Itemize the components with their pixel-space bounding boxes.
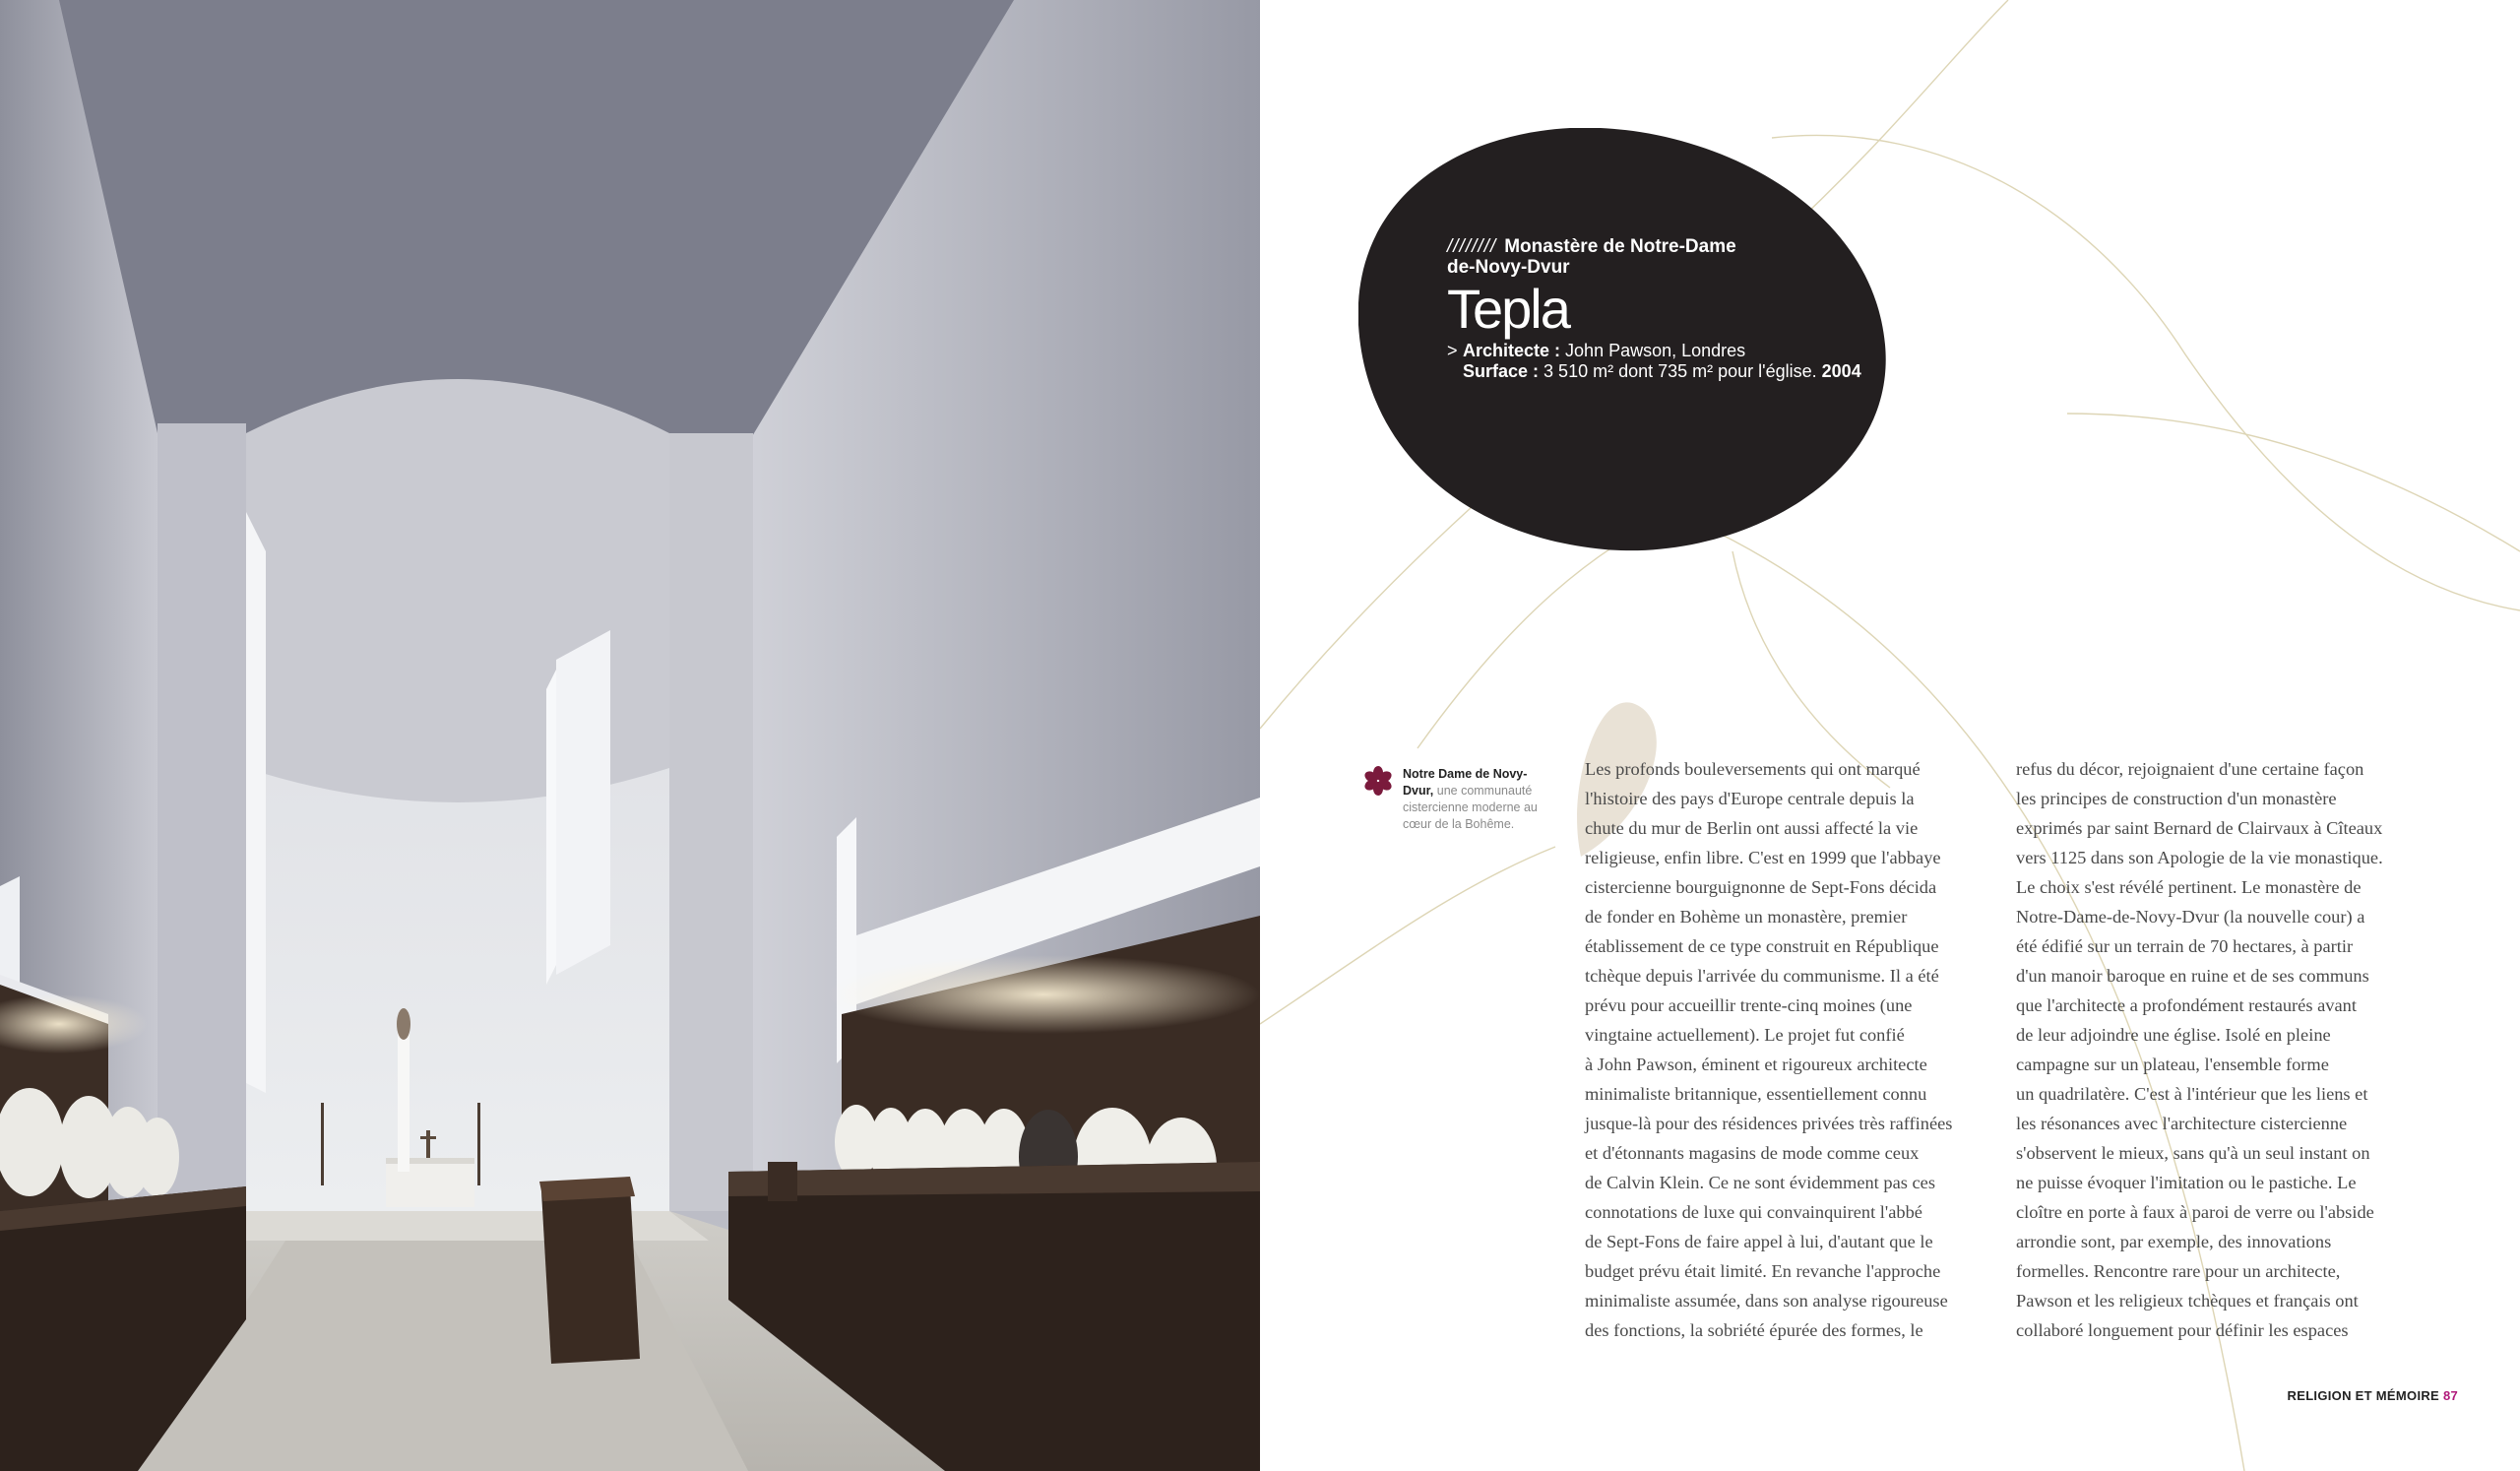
col1-line: prévu pour accueillir trente-cinq moines (une — [1585, 995, 1913, 1015]
article-column-1 — [1585, 754, 1998, 1345]
col2-line: été édifié sur un terrain de 70 hectares, à partir — [2016, 936, 2354, 956]
article-column-2 — [2016, 754, 2429, 1345]
col2-line: arrondie sont, par exemple, des innovations — [2016, 1232, 2332, 1251]
col2-line: Le choix s'est révélé pertinent. Le monastère de — [2016, 877, 2362, 897]
page-number: 87 — [2442, 1388, 2458, 1403]
page-folio — [2288, 1388, 2458, 1403]
col1-line: établissement de ce type construit en République — [1585, 936, 1939, 956]
col1-line: de Calvin Klein. Ce ne sont évidemment pas ces — [1585, 1173, 1935, 1192]
article-kicker — [1447, 236, 1910, 278]
folio-section: RELIGION ET MÉMOIRE — [2287, 1388, 2440, 1403]
col2-line: collaboré longuement pour définir les espaces — [2016, 1320, 2349, 1340]
col1-line: et d'étonnants magasins de mode comme ceux — [1585, 1143, 1920, 1163]
col1-line: Les profonds bouleversements qui ont marqué — [1585, 759, 1921, 779]
col1-line: minimaliste britannique, essentiellement connu — [1585, 1084, 1927, 1104]
col2-line: les principes de construction d'un monastère — [2016, 789, 2337, 808]
article-title: Tepla — [1447, 278, 1569, 340]
caption-text: une communauté cistercienne moderne au cœur de la Bohême. — [1403, 784, 1538, 831]
caption-bold: Notre Dame de Novy-Dvur, — [1403, 767, 1528, 798]
col1-line: tchèque depuis l'arrivée du communisme. Il a été — [1585, 966, 1939, 986]
kicker-slashes: //////// — [1447, 236, 1497, 257]
article-page — [1260, 0, 2520, 1471]
col2-line: Pawson et les religieux tchèques et français ont — [2016, 1291, 2359, 1311]
col2-line: d'un manoir baroque en ruine et de ses communs — [2016, 966, 2369, 986]
col2-line: exprimés par saint Bernard de Clairvaux à Cîteaux — [2016, 818, 2383, 838]
kicker-line-2: de-Novy-Dvur — [1447, 257, 1570, 278]
surface-label: Surface : — [1463, 361, 1540, 381]
col2-line: formelles. Rencontre rare pour un architecte, — [2016, 1261, 2341, 1281]
photo-caption — [1365, 766, 1541, 833]
col1-line: à John Pawson, éminent et rigoureux architecte — [1585, 1055, 1927, 1074]
col2-line: un quadrilatère. C'est à l'intérieur que les liens et — [2016, 1084, 2368, 1104]
col2-line: Notre-Dame-de-Novy-Dvur (la nouvelle cour) a — [2016, 907, 2365, 927]
asterisk-icon — [1363, 766, 1393, 796]
col2-line: que l'architecte a profondément restaurés avant — [2016, 995, 2357, 1015]
article-heading — [1447, 236, 1910, 382]
surface-value: 3 510 m² dont 735 m² pour l'église. — [1544, 361, 1817, 381]
col1-line: connotations de luxe qui convainquirent l'abbé — [1585, 1202, 1922, 1222]
architect-label: Architecte : — [1463, 341, 1561, 360]
col2-line: s'observent le mieux, sans qu'à un seul instant on — [2016, 1143, 2370, 1163]
col2-line: les résonances avec l'architecture cistercienne — [2016, 1114, 2348, 1133]
col1-line: de fonder en Bohème un monastère, premier — [1585, 907, 1908, 927]
col1-line: jusque-là pour des résidences privées très raffinées — [1585, 1114, 1953, 1133]
col1-line: budget prévu était limité. En revanche l'approche — [1585, 1261, 1941, 1281]
meta-marker: > — [1447, 341, 1458, 360]
col2-line: ne puisse évoquer l'imitation ou le pastiche. Le — [2016, 1173, 2357, 1192]
col2-line: vers 1125 dans son Apologie de la vie monastique. — [2016, 848, 2383, 867]
article-meta — [1447, 341, 1910, 382]
architect-value: John Pawson, Londres — [1565, 341, 1746, 360]
col2-line: campagne sur un plateau, l'ensemble forme — [2016, 1055, 2329, 1074]
col1-line: de Sept-Fons de faire appel à lui, d'autant que le — [1585, 1232, 1933, 1251]
col1-line: des fonctions, la sobriété épurée des formes, le — [1585, 1320, 1923, 1340]
col1-line: l'histoire des pays d'Europe centrale depuis la — [1585, 789, 1915, 808]
col1-line: chute du mur de Berlin ont aussi affecté la vie — [1585, 818, 1919, 838]
col1-line: vingtaine actuellement). Le projet fut confié — [1585, 1025, 1905, 1045]
col1-line: cistercienne bourguignonne de Sept-Fons décida — [1585, 877, 1937, 897]
col1-line: minimaliste assumée, dans son analyse rigoureuse — [1585, 1291, 1948, 1311]
kicker-line-1: Monastère de Notre-Dame — [1504, 236, 1736, 257]
col2-line: cloître en porte à faux à paroi de verre ou l'abside — [2016, 1202, 2374, 1222]
col2-line: de leur adjoindre une église. Isolé en pleine — [2016, 1025, 2331, 1045]
col2-line: refus du décor, rejoignaient d'une certaine façon — [2016, 759, 2364, 779]
col1-line: religieuse, enfin libre. C'est en 1999 que l'abbaye — [1585, 848, 1941, 867]
year: 2004 — [1821, 361, 1861, 381]
